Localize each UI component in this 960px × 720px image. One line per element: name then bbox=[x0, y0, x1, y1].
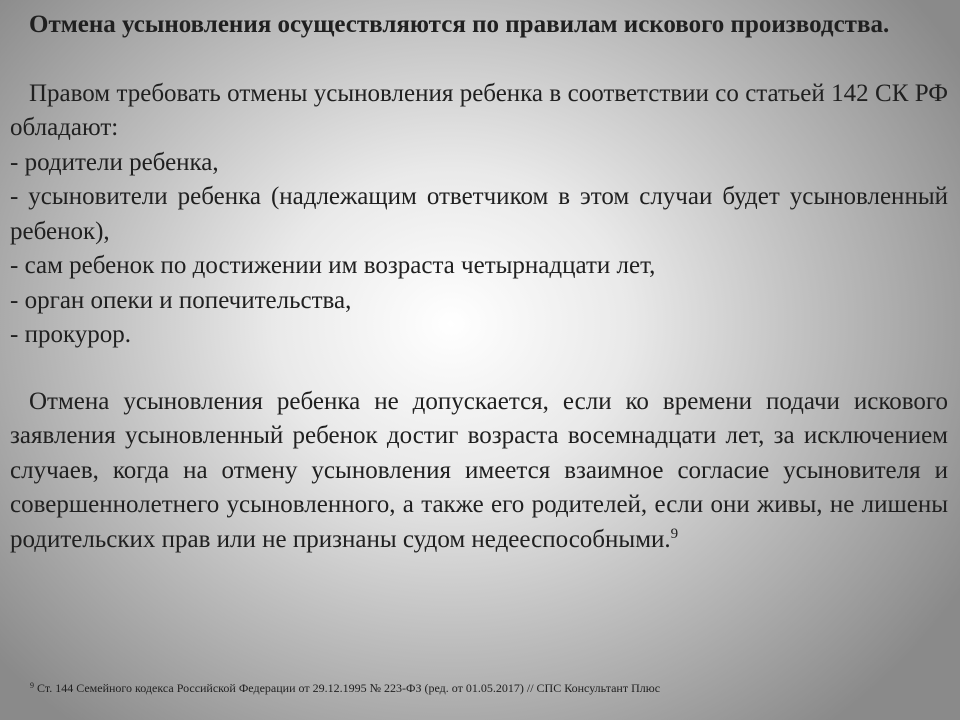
restriction-paragraph bbox=[10, 385, 948, 558]
slide-content bbox=[10, 8, 948, 557]
list-item: - орган опеки и попечительства, bbox=[10, 286, 352, 314]
footnote-reference: 9 bbox=[670, 525, 679, 542]
list-item: - прокурор. bbox=[10, 321, 131, 348]
slide-heading: Отмена усыновления осуществляются по правилам искового производства. bbox=[29, 11, 890, 38]
list-item: - родители ребенка, bbox=[10, 148, 219, 176]
list-item: - усыновители ребенка (надлежащим ответчиком в этом случаи будет усыновленный ребенок), bbox=[10, 183, 948, 245]
footnote-number: 9 bbox=[30, 681, 34, 690]
restriction-text: Отмена усыновления ребенка не допускается, если ко времени подачи искового заявления усыновленный ребенок достиг возраста восемнадцати лет, за исключением случаев, когда на отмену усыновления имеется взаимное согласие усыновителя и совершеннолетнего усыновленного, а также его родителей, если они живы, не лишены родительских прав или не признаны судом недееспособными. bbox=[10, 387, 948, 553]
rights-intro-paragraph: Правом требовать отмены усыновления ребенка в соответствии со статьей 142 СК РФ обладают: bbox=[10, 79, 948, 141]
rights-holders-list bbox=[10, 146, 948, 353]
footnote bbox=[30, 680, 660, 696]
footnote-text: Ст. 144 Семейного кодекса Российской Федерации от 29.12.1995 № 223-ФЗ (ред. от 01.05.2017) // СПС Консультант Плюс bbox=[34, 681, 661, 695]
list-item: - сам ребенок по достижении им возраста четырнадцати лет, bbox=[10, 252, 656, 279]
